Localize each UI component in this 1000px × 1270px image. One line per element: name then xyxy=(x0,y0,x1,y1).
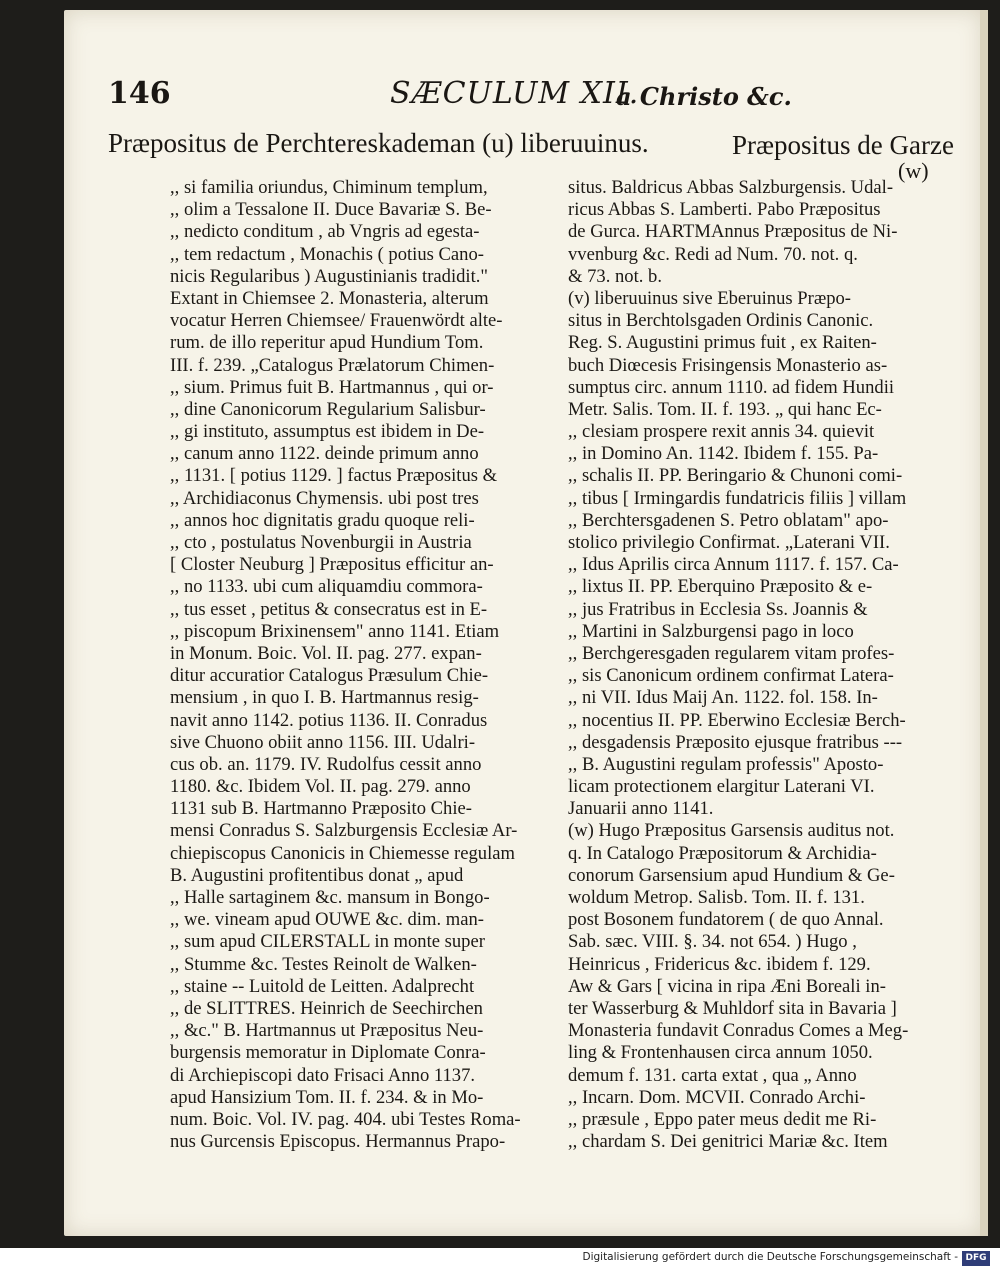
text-line: ter Wasserburg & Muhldorf sita in Bavaria ] xyxy=(568,997,897,1019)
text-line: mensi Conradus S. Salzburgensis Ecclesiæ Ar- xyxy=(170,820,518,842)
text-line: Metr. Salis. Tom. II. f. 193. „ qui hanc Ec- xyxy=(568,398,882,420)
text-line: ,, Berchtersgadenen S. Petro oblatam" apo- xyxy=(568,509,889,531)
text-line: ,, sis Canonicum ordinem confirmat Latera- xyxy=(568,665,894,687)
text-line: ,, canum anno 1122. deinde primum anno xyxy=(170,443,479,465)
text-line: B. Augustini profitentibus donat „ apud xyxy=(170,864,464,886)
text-line: ,, no 1133. ubi cum aliquamdiu commora- xyxy=(170,576,483,598)
text-line: ,, dine Canonicorum Regularium Salisbur- xyxy=(170,398,486,420)
text-line: cus ob. an. 1179. IV. Rudolfus cessit anno xyxy=(170,753,482,775)
footer-credit: Digitalisierung gefördert durch die Deutsche Forschungsgemeinschaft - xyxy=(582,1251,958,1263)
text-line: (w) Hugo Præpositus Garsensis auditus not. xyxy=(568,820,895,842)
text-line: ,, in Domino An. 1142. Ibidem f. 155. Pa- xyxy=(568,443,879,465)
text-line: licam protectionem elargitur Laterani VI. xyxy=(568,776,875,798)
text-line: ,, B. Augustini regulam professis" Aposto- xyxy=(568,753,884,775)
text-line: chiepiscopus Canonicis in Chiemesse regulam xyxy=(170,842,515,864)
text-line: ,, Stumme &c. Testes Reinolt de Walken- xyxy=(170,953,477,975)
text-line: mensium , in quo I. B. Hartmannus resig- xyxy=(170,687,479,709)
left-column-heading: Præpositus de Perchtereskademan (u) liberuuinus. xyxy=(108,128,649,158)
text-line: apud Hansizium Tom. II. f. 234. & in Mo- xyxy=(170,1086,484,1108)
right-column-heading: Præpositus de Garze xyxy=(732,130,954,160)
text-line: stolico privilegio Confirmat. „Laterani VII. xyxy=(568,532,890,553)
text-line: ,, Incarn. Dom. MCVII. Conrado Archi- xyxy=(568,1086,866,1108)
text-line: woldum Metrop. Salisb. Tom. II. f. 131. xyxy=(568,887,865,908)
text-line: ,, Idus Aprilis circa Annum 1117. f. 157. Ca- xyxy=(568,554,899,576)
text-line: burgensis memoratur in Diplomate Conra- xyxy=(170,1042,486,1064)
text-line: demum f. 131. carta extat , qua „ Anno xyxy=(568,1064,857,1086)
text-line: num. Boic. Vol. IV. pag. 404. ubi Testes Roma- xyxy=(170,1108,521,1130)
text-line: ,, tibus [ Irmingardis fundatricis filiis ] villam xyxy=(568,487,907,509)
text-line: Januarii anno 1141. xyxy=(568,798,714,820)
text-line: situs in Berchtolsgaden Ordinis Canonic. xyxy=(568,310,874,332)
text-line: de Gurca. HARTMAnnus Præpositus de Ni- xyxy=(568,221,898,243)
text-line: ling & Frontenhausen circa annum 1050. xyxy=(568,1042,873,1064)
text-line: vvenburg &c. Redi ad Num. 70. not. q. xyxy=(568,243,858,265)
text-line: rum. de illo reperitur apud Hundium Tom. xyxy=(170,332,484,354)
text-line: Sab. sæc. VIII. §. 34. not 654. ) Hugo , xyxy=(568,931,857,953)
text-line: III. f. 239. „Catalogus Prælatorum Chimen- xyxy=(170,354,495,376)
text-line: ,, cto , postulatus Novenburgii in Austria xyxy=(170,532,472,553)
text-line: ,, chardam S. Dei genitrici Mariæ &c. Item xyxy=(568,1131,888,1153)
text-line: 1131 sub B. Hartmanno Præposito Chie- xyxy=(170,798,472,820)
text-line: ,, Archidiaconus Chymensis. ubi post tres xyxy=(170,487,479,509)
text-line: sumptus circ. annum 1110. ad fidem Hundii xyxy=(568,376,895,398)
text-line: ,, olim a Tessalone II. Duce Bavariæ S. Be- xyxy=(170,199,492,221)
text-line: nicis Regularibus ) Augustinianis tradidit." xyxy=(170,265,488,287)
text-line: ,, piscopum Brixinensem" anno 1141. Etiam xyxy=(170,620,500,642)
text-line: ,, schalis II. PP. Beringario & Chunoni comi- xyxy=(568,465,903,487)
text-line: ,, Halle sartaginem &c. mansum in Bongo- xyxy=(170,887,490,908)
text-line: buch Diœcesis Frisingensis Monasterio as- xyxy=(568,354,888,376)
page-edge xyxy=(980,10,988,1236)
text-line: ,, annos hoc dignitatis gradu quoque reli- xyxy=(170,509,475,531)
text-line: situs. Baldricus Abbas Salzburgensis. Udal- xyxy=(568,177,894,198)
text-line: ,, ni VII. Idus Maij An. 1122. fol. 158. In- xyxy=(568,687,878,709)
text-line: ,, nedicto conditum , ab Vngris ad egesta- xyxy=(170,221,480,243)
text-line: ,, clesiam prospere rexit annis 34. quievit xyxy=(568,421,875,443)
text-line: ,, Martini in Salzburgensi pago in loco xyxy=(568,620,854,642)
text-line: (v) liberuuinus sive Eberuinus Præpo- xyxy=(568,287,852,309)
text-line: ,, nocentius II. PP. Eberwino Ecclesiæ Berch- xyxy=(568,709,906,731)
text-line: nus Gurcensis Episcopus. Hermannus Prapo- xyxy=(170,1131,506,1153)
text-line: Monasteria fundavit Conradus Comes a Meg- xyxy=(568,1020,909,1042)
text-line: ,, desgadensis Præposito ejusque fratribus --- xyxy=(568,731,903,753)
text-line: ,, we. vineam apud OUWE &c. dim. man- xyxy=(170,909,484,931)
text-line: ,, lixtus II. PP. Eberquino Præposito & e- xyxy=(568,576,873,598)
text-line: ,, si familia oriundus, Chiminum templum, xyxy=(170,177,488,198)
text-line: ,, gi instituto, assumptus est ibidem in De- xyxy=(170,421,485,443)
text-line: ,, de SLITTRES. Heinrich de Seechirchen xyxy=(170,997,483,1019)
text-line: ,, 1131. [ potius 1129. ] factus Præpositus & xyxy=(170,465,498,487)
text-line: vocatur Herren Chiemsee/ Frauenwördt alte- xyxy=(170,310,503,332)
text-line: Extant in Chiemsee 2. Monasteria, alterum xyxy=(170,287,489,309)
text-line: conorum Garsensium apud Hundium & Ge- xyxy=(568,864,895,886)
dfg-logo: DFG xyxy=(962,1251,990,1266)
text-line: navit anno 1142. potius 1136. II. Conradus xyxy=(170,709,488,731)
right-heading-note: (w) xyxy=(898,158,929,183)
text-line: Aw & Gars [ vicina in ripa Æni Boreali in- xyxy=(568,975,886,997)
text-line: ,, staine -- Luitold de Leitten. Adalprecht xyxy=(170,975,475,997)
text-line: Heinricus , Fridericus &c. ibidem f. 129. xyxy=(568,953,871,975)
text-line: Reg. S. Augustini primus fuit , ex Raiten- xyxy=(568,332,877,354)
text-line: ,, tem redactum , Monachis ( potius Cano- xyxy=(170,243,484,265)
page-number: 146 xyxy=(108,76,171,111)
running-head xyxy=(108,74,948,118)
text-line: ,, sum apud CILERSTALL in monte super xyxy=(170,931,485,953)
text-line: ,, jus Fratribus in Ecclesia Ss. Joannis & xyxy=(568,598,868,620)
text-line: post Bosonem fundatorem ( de quo Annal. xyxy=(568,909,884,931)
text-line: in Monum. Boic. Vol. II. pag. 277. expan- xyxy=(170,642,482,664)
text-line: ,, Berchgeresgaden regularem vitam profes- xyxy=(568,642,895,664)
right-text-column xyxy=(568,177,954,1153)
running-title: SÆCULUM XII. xyxy=(390,76,640,111)
text-line: ,, præsule , Eppo pater meus dedit me Ri- xyxy=(568,1108,877,1130)
left-text-column xyxy=(170,177,550,1153)
text-line: di Archiepiscopi dato Frisaci Anno 1137. xyxy=(170,1064,476,1086)
text-line: ,, &c." B. Hartmannus ut Præpositus Neu- xyxy=(170,1020,484,1042)
text-line: q. In Catalogo Præpositorum & Archidia- xyxy=(568,842,877,864)
text-line: 1180. &c. Ibidem Vol. II. pag. 279. anno xyxy=(170,776,471,798)
text-line: ricus Abbas S. Lamberti. Pabo Præpositus xyxy=(568,199,881,221)
text-line: ditur accuratior Catalogus Præsulum Chie- xyxy=(170,665,489,687)
running-title-right: a Christo &c. xyxy=(616,82,792,111)
text-line: ,, sium. Primus fuit B. Hartmannus , qui or- xyxy=(170,376,494,398)
text-line: & 73. not. b. xyxy=(568,265,663,287)
text-line: ,, tus esset , petitus & consecratus est in E- xyxy=(170,598,488,620)
text-line: sive Chuono obiit anno 1156. III. Udalri- xyxy=(170,731,476,753)
text-line: [ Closter Neuburg ] Præpositus efficitur an- xyxy=(170,554,494,576)
